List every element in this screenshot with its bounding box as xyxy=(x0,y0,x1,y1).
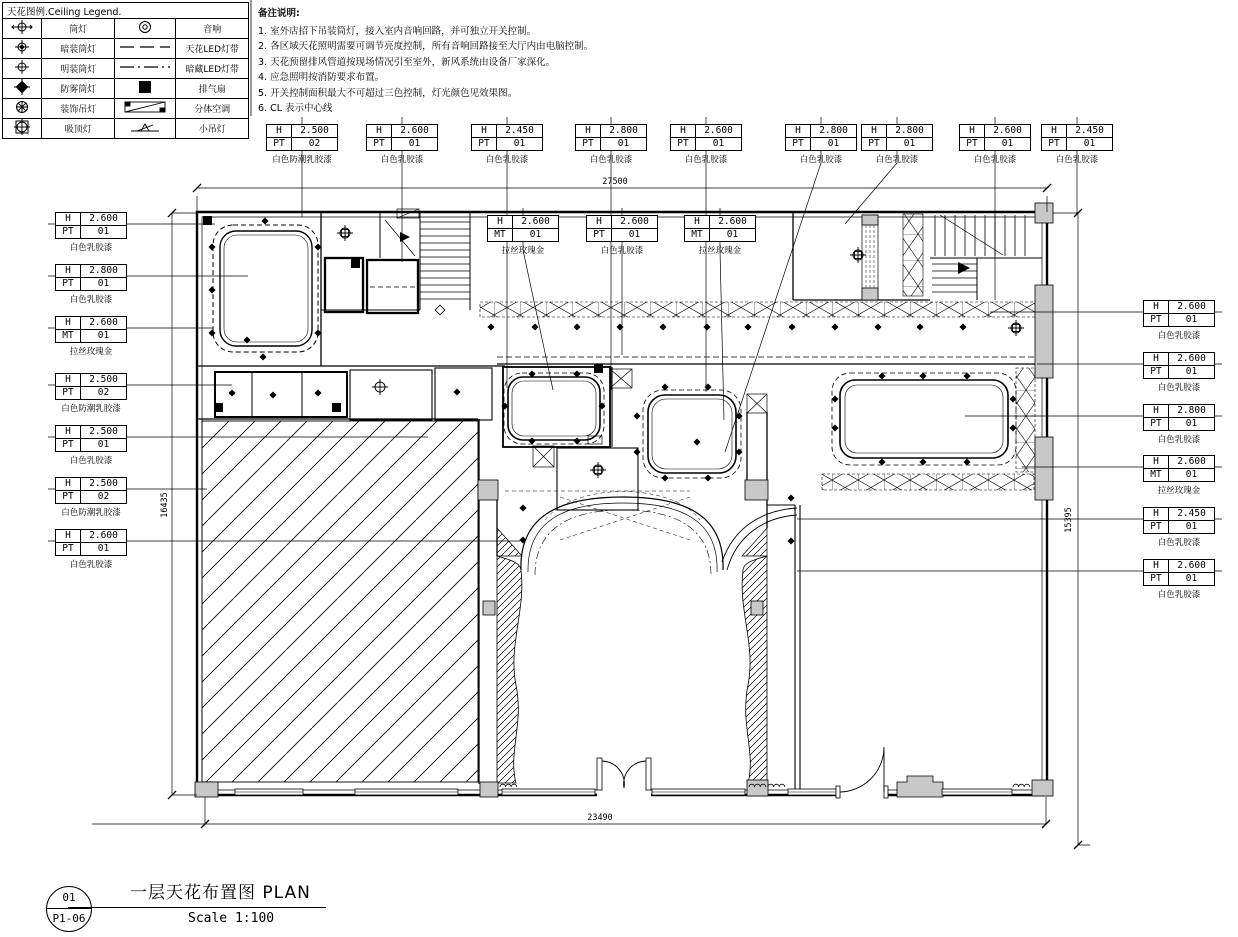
callout-cell: MT xyxy=(1144,469,1169,481)
callout-cell: 2.800 xyxy=(887,125,932,138)
callout-cell: MT xyxy=(488,229,513,241)
callout-cell: MT xyxy=(685,229,710,241)
callout-cell: 02 xyxy=(308,138,321,149)
callout-cell: 2.600 xyxy=(696,125,741,138)
ceiling-callout-right-5 xyxy=(1143,507,1215,548)
callout-table xyxy=(1143,455,1215,482)
callout-table xyxy=(1041,124,1113,151)
ceiling-callout-right-2 xyxy=(1143,352,1215,393)
ceiling-callout-left-7 xyxy=(55,529,127,570)
ceiling-callout-top-6 xyxy=(785,124,857,165)
callout-cell: 2.800 xyxy=(811,125,856,138)
callout-cell: H xyxy=(786,125,811,138)
dim-right: 15395 xyxy=(1064,507,1074,533)
callout-finish-label: 白色乳胶漆 xyxy=(1157,383,1201,393)
callout-cell: 01 xyxy=(726,229,739,240)
sheet-number: P1-06 xyxy=(52,912,86,925)
notes-title: 备注说明: xyxy=(258,8,300,19)
callout-table xyxy=(1143,507,1215,534)
callout-finish-label: 白色乳胶漆 xyxy=(973,155,1017,165)
ceiling-legend-table: 天花图例.Ceiling Legend. 筒灯 音响 暗装筒灯 天花LED灯带 明装筒灯 暗藏LED灯带 防雾筒灯 排气扇 装饰吊灯 分体空调 吸顶灯 小吊灯 xyxy=(2,2,249,139)
callout-table xyxy=(1143,404,1215,431)
callout-cell: PT xyxy=(1144,521,1169,533)
callout-cell: 2.800 xyxy=(1169,405,1214,418)
callout-cell: PT xyxy=(56,491,81,503)
callout-cell: 01 xyxy=(529,229,542,240)
dim-left: 16435 xyxy=(160,492,170,518)
callout-table xyxy=(55,316,127,343)
callout-table xyxy=(55,264,127,291)
callout-cell: 01 xyxy=(408,138,421,149)
ceiling-callout-inner-1 xyxy=(487,215,559,256)
callout-table xyxy=(1143,559,1215,586)
drawing-title: 一层天花布置图 PLAN xyxy=(130,883,311,903)
callout-cell: 01 xyxy=(1185,469,1198,480)
ceiling-callout-left-1 xyxy=(55,212,127,253)
callout-cell: 2.450 xyxy=(1067,125,1112,138)
callout-cell: 01 xyxy=(1083,138,1096,149)
callout-table xyxy=(55,373,127,400)
callout-cell: 2.500 xyxy=(81,374,126,387)
callout-cell: H xyxy=(56,478,81,491)
callout-finish-label: 白色乳胶漆 xyxy=(799,155,843,165)
callout-cell: 01 xyxy=(1185,418,1198,429)
ceiling-callout-right-3 xyxy=(1143,404,1215,445)
callout-table xyxy=(1143,300,1215,327)
ceiling-callout-right-6 xyxy=(1143,559,1215,600)
callout-cell: H xyxy=(56,317,81,330)
callout-cell: PT xyxy=(576,138,601,150)
callout-cell: 01 xyxy=(712,138,725,149)
callout-finish-label: 白色乳胶漆 xyxy=(589,155,633,165)
callout-cell: PT xyxy=(1144,314,1169,326)
callout-cell: 01 xyxy=(1001,138,1014,149)
callout-cell: H xyxy=(267,125,292,138)
ceiling-callout-left-2 xyxy=(55,264,127,305)
callout-finish-label: 拉丝玫瑰金 xyxy=(1157,486,1201,496)
callout-table xyxy=(487,215,559,242)
callout-cell: H xyxy=(1144,560,1169,573)
ceiling-callout-top-2 xyxy=(366,124,438,165)
callout-finish-label: 白色防潮乳胶漆 xyxy=(61,508,121,518)
callout-finish-label: 白色乳胶漆 xyxy=(485,155,529,165)
callout-cell: 2.600 xyxy=(392,125,437,138)
title-rule xyxy=(68,907,326,908)
ceiling-callout-top-8 xyxy=(959,124,1031,165)
ceiling-callout-top-9 xyxy=(1041,124,1113,165)
callout-cell: H xyxy=(1042,125,1067,138)
callout-cell: PT xyxy=(56,439,81,451)
callout-finish-label: 白色乳胶漆 xyxy=(1157,538,1201,548)
drawing-scale: Scale 1:100 xyxy=(188,911,275,926)
callout-cell: PT xyxy=(56,387,81,399)
callout-table xyxy=(471,124,543,151)
callout-cell: H xyxy=(685,216,710,229)
callout-finish-label: 白色防潮乳胶漆 xyxy=(272,155,332,165)
callout-cell: MT xyxy=(56,330,81,342)
callout-cell: 2.600 xyxy=(1169,301,1214,314)
callout-finish-label: 白色乳胶漆 xyxy=(1157,590,1201,600)
callout-cell: 01 xyxy=(97,330,110,341)
drawing-number: 01 xyxy=(47,887,91,909)
callout-cell: 01 xyxy=(97,226,110,237)
callout-cell: 2.600 xyxy=(1169,560,1214,573)
callout-cell: 2.600 xyxy=(710,216,755,229)
callout-cell: H xyxy=(960,125,985,138)
callout-cell: 2.600 xyxy=(513,216,558,229)
callout-cell: 01 xyxy=(628,229,641,240)
callout-cell: H xyxy=(56,265,81,278)
callout-table xyxy=(55,529,127,556)
dim-top: 27500 xyxy=(602,177,628,187)
drawing-number-bubble xyxy=(46,886,92,932)
callout-finish-label: 拉丝玫瑰金 xyxy=(698,246,742,256)
callout-cell: 01 xyxy=(97,543,110,554)
callout-table xyxy=(670,124,742,151)
callout-cell: 2.500 xyxy=(81,426,126,439)
callout-table xyxy=(55,425,127,452)
callout-cell: H xyxy=(576,125,601,138)
callout-cell: 02 xyxy=(97,491,110,502)
callout-cell: PT xyxy=(1144,573,1169,585)
callout-finish-label: 白色乳胶漆 xyxy=(1055,155,1099,165)
ceiling-callout-top-5 xyxy=(670,124,742,165)
note-item: 4. 应急照明按消防要求布置。 xyxy=(258,72,385,83)
note-item: 3. 天花预留排风管道按现场情况引至室外，新风系统由设备厂家深化。 xyxy=(258,56,556,68)
callout-table xyxy=(684,215,756,242)
callout-cell: H xyxy=(488,216,513,229)
callout-finish-label: 白色防潮乳胶漆 xyxy=(61,404,121,414)
callout-cell: PT xyxy=(56,278,81,290)
ceiling-callout-left-6 xyxy=(55,477,127,518)
callout-cell: H xyxy=(56,374,81,387)
callout-cell: 2.600 xyxy=(81,530,126,543)
callout-finish-label: 拉丝玫瑰金 xyxy=(501,246,545,256)
callout-cell: H xyxy=(1144,405,1169,418)
callout-cell: 01 xyxy=(1185,521,1198,532)
callout-table xyxy=(1143,352,1215,379)
callout-cell: PT xyxy=(960,138,985,150)
callout-cell: 01 xyxy=(513,138,526,149)
callout-cell: 01 xyxy=(1185,366,1198,377)
note-item: 2. 各区域天花照明需要可调节亮度控制，所有音响回路接至大厅内由电脑控制。 xyxy=(258,41,594,52)
ceiling-callout-inner-2 xyxy=(586,215,658,256)
dim-bottom: 23490 xyxy=(587,813,613,823)
callout-finish-label: 白色乳胶漆 xyxy=(1157,331,1201,341)
callout-finish-label: 白色乳胶漆 xyxy=(600,246,644,256)
callout-cell: H xyxy=(1144,301,1169,314)
ceiling-callout-top-4 xyxy=(575,124,647,165)
callout-cell: H xyxy=(1144,456,1169,469)
ceiling-callout-right-1 xyxy=(1143,300,1215,341)
callout-cell: PT xyxy=(472,138,497,150)
callout-cell: PT xyxy=(587,229,612,241)
callout-cell: PT xyxy=(267,138,292,150)
callout-finish-label: 白色乳胶漆 xyxy=(69,456,113,466)
callout-cell: 01 xyxy=(1185,314,1198,325)
callout-finish-label: 白色乳胶漆 xyxy=(69,560,113,570)
callout-cell: 2.800 xyxy=(81,265,126,278)
callout-cell: 2.600 xyxy=(985,125,1030,138)
callout-table xyxy=(586,215,658,242)
callout-cell: PT xyxy=(56,543,81,555)
callout-finish-label: 白色乳胶漆 xyxy=(69,295,113,305)
ceiling-callout-inner-3 xyxy=(684,215,756,256)
callout-finish-label: 白色乳胶漆 xyxy=(380,155,424,165)
ceiling-callout-right-4 xyxy=(1143,455,1215,496)
note-item: 1. 室外店招下吊装筒灯，接入室内音响回路，并可独立开关控制。 xyxy=(258,25,537,37)
legend-title: 天花图例.Ceiling Legend. xyxy=(3,3,249,19)
callout-finish-label: 白色乳胶漆 xyxy=(1157,435,1201,445)
callout-table xyxy=(959,124,1031,151)
callout-cell: H xyxy=(862,125,887,138)
callout-cell: 01 xyxy=(97,439,110,450)
ceiling-callout-top-1 xyxy=(266,124,338,165)
callout-cell: 01 xyxy=(903,138,916,149)
callout-table xyxy=(785,124,857,151)
callout-cell: PT xyxy=(56,226,81,238)
callout-cell: PT xyxy=(1144,418,1169,430)
callout-cell: H xyxy=(56,530,81,543)
callout-cell: H xyxy=(587,216,612,229)
callout-cell: 2.600 xyxy=(1169,456,1214,469)
callout-cell: 2.600 xyxy=(81,213,126,226)
ceiling-callout-left-5 xyxy=(55,425,127,466)
callout-cell: H xyxy=(671,125,696,138)
callout-cell: 01 xyxy=(827,138,840,149)
callout-cell: H xyxy=(56,426,81,439)
callout-finish-label: 拉丝玫瑰金 xyxy=(69,347,113,357)
callout-cell: 2.600 xyxy=(81,317,126,330)
callout-finish-label: 白色乳胶漆 xyxy=(684,155,728,165)
callout-cell: PT xyxy=(862,138,887,150)
callout-cell: H xyxy=(56,213,81,226)
note-item: 6. CL 表示中心线 xyxy=(258,103,333,114)
callout-table xyxy=(366,124,438,151)
callout-cell: PT xyxy=(1144,366,1169,378)
callout-cell: H xyxy=(367,125,392,138)
callout-cell: 01 xyxy=(1185,573,1198,584)
callout-cell: 2.800 xyxy=(601,125,646,138)
callout-finish-label: 白色乳胶漆 xyxy=(69,243,113,253)
callout-cell: 2.600 xyxy=(1169,353,1214,366)
callout-cell: 2.500 xyxy=(81,478,126,491)
callout-cell: PT xyxy=(367,138,392,150)
callout-table xyxy=(575,124,647,151)
ceiling-callout-top-3 xyxy=(471,124,543,165)
ceiling-callout-left-4 xyxy=(55,373,127,414)
callout-cell: 2.450 xyxy=(497,125,542,138)
callout-cell: 2.450 xyxy=(1169,508,1214,521)
callout-table xyxy=(266,124,338,151)
callout-cell: 2.600 xyxy=(612,216,657,229)
callout-finish-label: 白色乳胶漆 xyxy=(875,155,919,165)
callout-cell: PT xyxy=(671,138,696,150)
callout-table xyxy=(861,124,933,151)
callout-cell: PT xyxy=(786,138,811,150)
note-item: 5. 开关控制面积最大不可超过三色控制，灯光颜色见效果图。 xyxy=(258,87,518,99)
callout-cell: PT xyxy=(1042,138,1067,150)
callout-cell: H xyxy=(472,125,497,138)
ceiling-callout-left-3 xyxy=(55,316,127,357)
callout-cell: 01 xyxy=(97,278,110,289)
callout-cell: H xyxy=(1144,508,1169,521)
callout-cell: 01 xyxy=(617,138,630,149)
callout-cell: 02 xyxy=(97,387,110,398)
callout-cell: H xyxy=(1144,353,1169,366)
callout-table xyxy=(55,212,127,239)
callout-table xyxy=(55,477,127,504)
ceiling-callout-top-7 xyxy=(861,124,933,165)
callout-cell: 2.500 xyxy=(292,125,337,138)
